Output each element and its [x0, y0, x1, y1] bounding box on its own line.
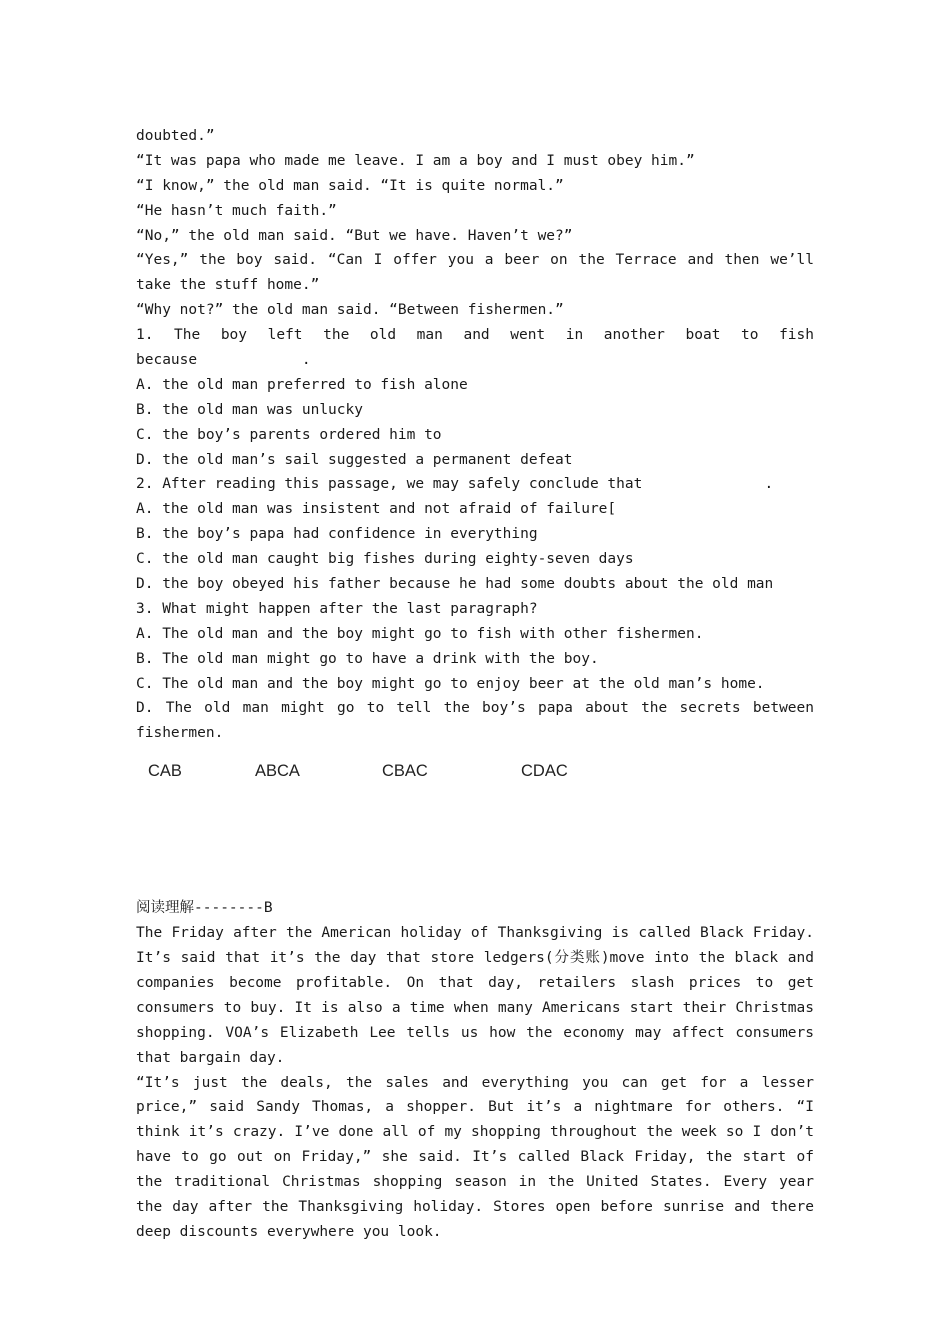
- option-b: B. The old man might go to have a drink with the boy.: [136, 650, 599, 667]
- option-b: B. the old man was unlucky: [136, 401, 363, 418]
- question-stem: because .: [136, 352, 311, 369]
- answer-key: ABCA: [255, 762, 300, 781]
- answer-key: CBAC: [382, 762, 428, 781]
- passage-line: doubted.”: [136, 128, 215, 144]
- section-b: [136, 896, 814, 1244]
- paragraph-2: [136, 1071, 814, 1245]
- option-c: C. the old man caught big fishes during eighty-seven days: [136, 551, 634, 568]
- paragraph-line: think it’s crazy. I’ve done all of my shopping throughout the week so I don’t: [136, 1124, 814, 1141]
- option-d: D. The old man might go to tell the boy’s papa about the secrets between: [136, 700, 814, 717]
- paragraph-line: the traditional Christmas shopping season in the United States. Every year: [136, 1174, 814, 1191]
- question-1: [136, 323, 814, 472]
- question-stem: 1. The boy left the old man and went in another boat to fish: [136, 327, 814, 344]
- answer-key-row: [136, 748, 814, 798]
- option-a: A. the old man preferred to fish alone: [136, 376, 468, 393]
- passage-line: “It was papa who made me leave. I am a boy and I must obey him.”: [136, 152, 695, 169]
- question-2: [136, 472, 814, 596]
- passage-line: “He hasn’t much faith.”: [136, 202, 337, 219]
- passage-line: “Why not?” the old man said. “Between fishermen.”: [136, 302, 564, 319]
- paragraph-line: deep discounts everywhere you look.: [136, 1223, 442, 1240]
- paragraph-line: It’s said that it’s the day that store ledgers(分类账)move into the black and: [136, 950, 814, 967]
- paragraph-line: “It’s just the deals, the sales and everything you can get for a lesser: [136, 1074, 814, 1091]
- question-stem: 2. After reading this passage, we may safely conclude that .: [136, 476, 774, 493]
- option-b: B. the boy’s papa had confidence in everything: [136, 526, 538, 543]
- passage-line: “No,” the old man said. “But we have. Haven’t we?”: [136, 227, 573, 244]
- question-stem: 3. What might happen after the last paragraph?: [136, 600, 538, 617]
- spacer: [136, 798, 814, 896]
- paragraph-line: consumers to buy. It is also a time when many Americans start their Christmas: [136, 999, 814, 1016]
- passage-line: “Yes,” the boy said. “Can I offer you a beer on the Terrace and then we’ll: [136, 252, 814, 269]
- option-c: C. The old man and the boy might go to enjoy beer at the old man’s home.: [136, 675, 765, 692]
- paragraph-line: companies become profitable. On that day, retailers slash prices to get: [136, 974, 814, 991]
- option-d: D. the boy obeyed his father because he had some doubts about the old man: [136, 576, 774, 593]
- paragraph-line: shopping. VOA’s Elizabeth Lee tells us how the economy may affect consumers: [136, 1024, 814, 1041]
- paragraph-line: that bargain day.: [136, 1049, 285, 1066]
- answer-key: CDAC: [521, 762, 568, 781]
- paragraph-line: the day after the Thanksgiving holiday. Stores open before sunrise and there: [136, 1198, 814, 1215]
- passage-a-tail: [136, 124, 814, 323]
- paragraph-1: [136, 921, 814, 1070]
- option-a: A. The old man and the boy might go to fish with other fishermen.: [136, 625, 704, 642]
- passage-line: take the stuff home.”: [136, 277, 320, 294]
- paragraph-line: price,” said Sandy Thomas, a shopper. But it’s a nightmare for others. “I: [136, 1099, 814, 1116]
- question-3: [136, 597, 814, 746]
- option-d-continued: fishermen.: [136, 725, 224, 742]
- section-heading: 阅读理解--------B: [136, 900, 273, 917]
- answer-key: CAB: [148, 762, 182, 781]
- option-a: A. the old man was insistent and not afraid of failure[: [136, 501, 617, 518]
- paragraph-line: have to go out on Friday,” she said. It’s called Black Friday, the start of: [136, 1149, 814, 1166]
- option-c: C. the boy’s parents ordered him to: [136, 426, 442, 443]
- document-page: [136, 124, 814, 1245]
- paragraph-line: The Friday after the American holiday of Thanksgiving is called Black Friday.: [136, 925, 814, 942]
- option-d: D. the old man’s sail suggested a permanent defeat: [136, 451, 573, 468]
- passage-line: “I know,” the old man said. “It is quite normal.”: [136, 177, 564, 194]
